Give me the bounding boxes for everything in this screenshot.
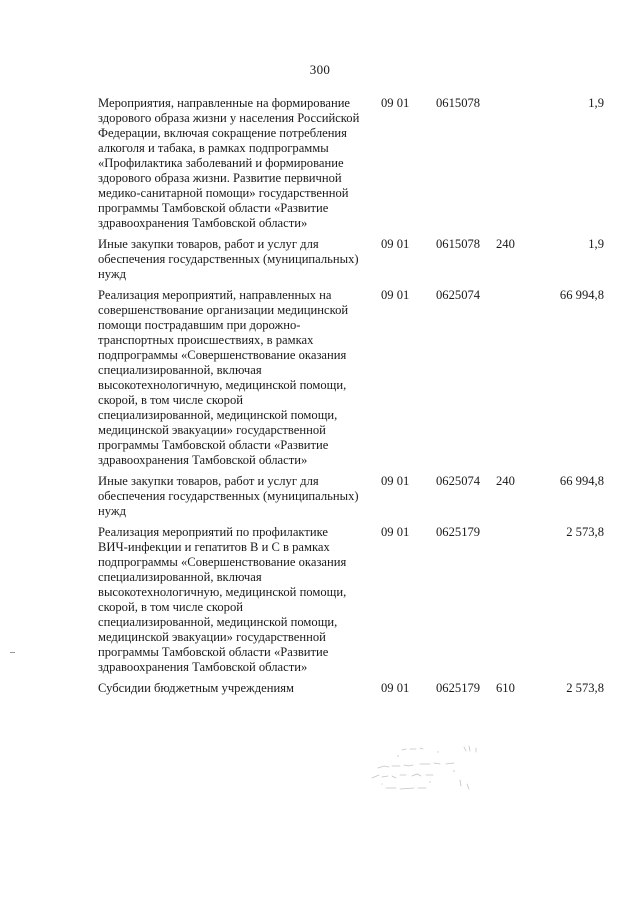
row-description: Иные закупки товаров, работ и услуг для обеспечения государственных (муниципальных) нужд: [98, 474, 359, 518]
row-description: Реализация мероприятий, направленных на совершенствование организации медицинской помощи пострадавшим при дорожно-транспортных происшествиях, в рамках подпрограммы «Совершенствование оказания специализированной, включая высокотехнологичную, медицинской помощи, скорой, в том числе скорой специализированной, медицинской помощи, медицинской эвакуации» государственной программы Тамбовской области «Развитие здравоохранения Тамбовской области»: [98, 288, 349, 467]
row-section-code: 09 01: [381, 96, 410, 110]
row-amount: 2 573,8: [566, 525, 604, 539]
page-number: 300: [309, 62, 331, 77]
row-target-code: 0625074: [436, 288, 481, 302]
budget-table: [98, 96, 604, 702]
row-description: Иные закупки товаров, работ и услуг для обеспечения государственных (муниципальных) нужд: [98, 237, 359, 281]
table-row: [98, 96, 604, 231]
row-expense-type: 240: [496, 237, 515, 251]
row-expense-type: 610: [496, 681, 515, 695]
row-expense-type: 240: [496, 474, 515, 488]
scan-margin-mark: [10, 652, 15, 653]
table-row: [98, 525, 604, 675]
table-row: [98, 237, 604, 282]
table-row: [98, 681, 604, 696]
row-target-code: 0615078: [436, 237, 481, 251]
row-amount: 66 994,8: [559, 474, 604, 488]
row-description: Субсидии бюджетным учреждениям: [98, 681, 294, 695]
table-row: [98, 288, 604, 468]
row-amount: 2 573,8: [566, 681, 604, 695]
row-target-code: 0625179: [436, 525, 481, 539]
row-description: Реализация мероприятий по профилактике ВИЧ-инфекции и гепатитов В и С в рамках подпрограммы «Совершенствование оказания специализированной, включая высокотехнологичную, медицинской помощи, скорой, в том числе скорой специализированной, медицинской помощи, медицинской эвакуации» государственной программы Тамбовской области «Развитие здравоохранения Тамбовской области»: [98, 525, 347, 674]
row-section-code: 09 01: [381, 237, 410, 251]
table-row: [98, 474, 604, 519]
row-amount: 1,9: [588, 96, 604, 110]
faint-stamp-mark: [368, 744, 488, 800]
row-target-code: 0625179: [436, 681, 481, 695]
row-section-code: 09 01: [381, 288, 410, 302]
row-amount: 66 994,8: [559, 288, 604, 302]
row-section-code: 09 01: [381, 474, 410, 488]
row-section-code: 09 01: [381, 525, 410, 539]
row-section-code: 09 01: [381, 681, 410, 695]
row-amount: 1,9: [588, 237, 604, 251]
row-target-code: 0625074: [436, 474, 481, 488]
row-target-code: 0615078: [436, 96, 481, 110]
row-description: Мероприятия, направленные на формирование здорового образа жизни у населения Российской Федерации, включая сокращение потребления алкоголя и табака, в рамках подпрограммы «Профилактика заболеваний и формирование здорового образа жизни. Развитие первичной медико-санитарной помощи» государственной программы Тамбовской области «Развитие здравоохранения Тамбовской области»: [98, 96, 360, 230]
